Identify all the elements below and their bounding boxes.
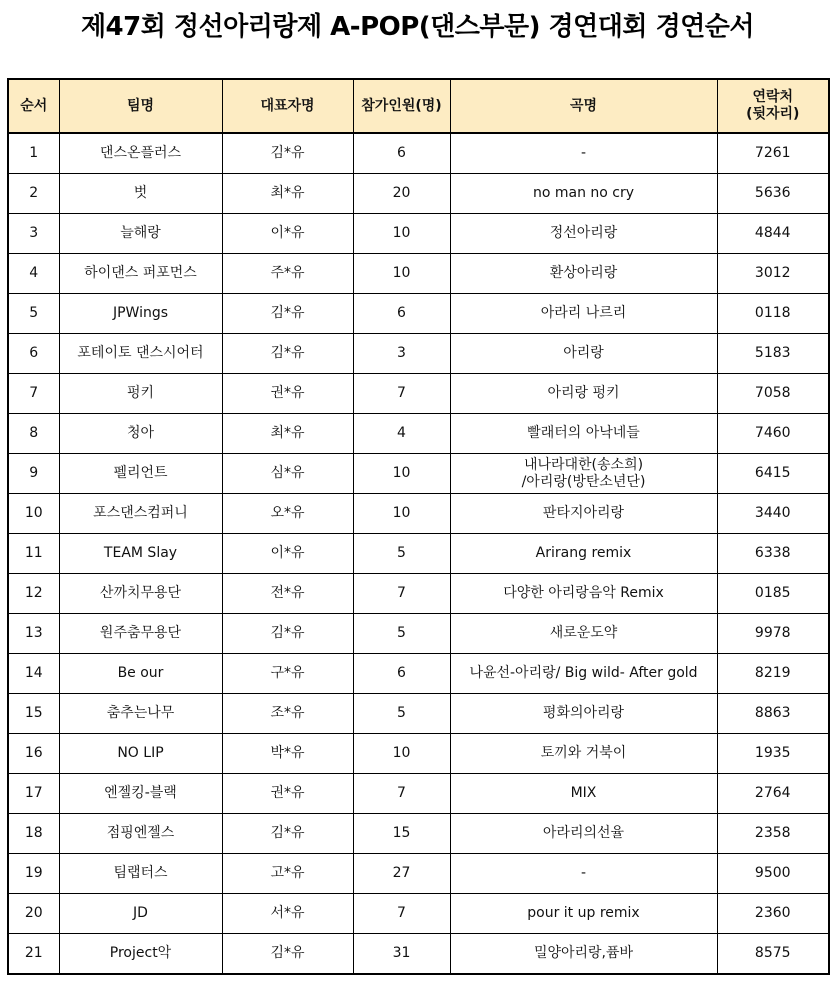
cell-team: 춤추는나무 [59,694,222,734]
header-row [8,79,829,133]
cell-contact: 1935 [717,734,829,774]
cell-representative: 조*유 [222,694,353,734]
header-contact: 연락처 (뒷자리) [717,79,829,133]
table-row [8,254,829,294]
cell-order: 17 [8,774,59,814]
cell-song: 다양한 아리랑음악 Remix [450,574,717,614]
table-row [8,374,829,414]
cell-contact: 7460 [717,414,829,454]
cell-representative: 주*유 [222,254,353,294]
cell-contact: 0185 [717,574,829,614]
table-row [8,894,829,934]
cell-representative: 서*유 [222,894,353,934]
cell-representative: 고*유 [222,854,353,894]
cell-team: 펠리언트 [59,454,222,494]
cell-representative: 김*유 [222,133,353,174]
header-song: 곡명 [450,79,717,133]
table-row [8,414,829,454]
table-body [8,133,829,974]
cell-order: 16 [8,734,59,774]
cell-song: 아라리 나르리 [450,294,717,334]
table-row [8,133,829,174]
cell-order: 11 [8,534,59,574]
cell-team: 포스댄스컴퍼니 [59,494,222,534]
table-row [8,494,829,534]
table-row [8,294,829,334]
cell-song: 판타지아리랑 [450,494,717,534]
table-row [8,694,829,734]
table-row [8,774,829,814]
cell-order: 8 [8,414,59,454]
cell-order: 3 [8,214,59,254]
cell-order: 19 [8,854,59,894]
cell-participants: 5 [353,534,450,574]
cell-participants: 10 [353,454,450,494]
cell-song: 아리랑 펑키 [450,374,717,414]
page-title: 제47회 정선아리랑제 A-POP(댄스부문) 경연대회 경연순서 [80,12,755,42]
cell-song: 내나라대한(송소희) /아리랑(방탄소년단) [450,454,717,494]
cell-representative: 김*유 [222,294,353,334]
cell-representative: 김*유 [222,334,353,374]
table-row [8,574,829,614]
cell-order: 7 [8,374,59,414]
cell-representative: 박*유 [222,734,353,774]
header-order: 순서 [8,79,59,133]
table-row [8,734,829,774]
cell-song: - [450,133,717,174]
cell-team: 댄스온플러스 [59,133,222,174]
cell-order: 5 [8,294,59,334]
cell-representative: 김*유 [222,934,353,975]
cell-participants: 6 [353,654,450,694]
cell-song: MIX [450,774,717,814]
cell-song: 토끼와 거북이 [450,734,717,774]
cell-order: 20 [8,894,59,934]
cell-representative: 김*유 [222,814,353,854]
cell-participants: 10 [353,494,450,534]
cell-participants: 27 [353,854,450,894]
cell-representative: 오*유 [222,494,353,534]
cell-participants: 7 [353,574,450,614]
cell-song: 밀양아리랑,퓸바 [450,934,717,975]
cell-order: 6 [8,334,59,374]
table-row [8,454,829,494]
header-representative: 대표자명 [222,79,353,133]
cell-contact: 9978 [717,614,829,654]
table-row [8,654,829,694]
cell-representative: 권*유 [222,774,353,814]
cell-song: 새로운도약 [450,614,717,654]
cell-song: - [450,854,717,894]
cell-team: Be our [59,654,222,694]
cell-contact: 2764 [717,774,829,814]
cell-contact: 8575 [717,934,829,975]
cell-song: 빨래터의 아낙네들 [450,414,717,454]
cell-participants: 5 [353,614,450,654]
cell-team: TEAM Slay [59,534,222,574]
cell-team: 청아 [59,414,222,454]
cell-contact: 7058 [717,374,829,414]
cell-contact: 8863 [717,694,829,734]
cell-song: 아리랑 [450,334,717,374]
performance-order-table [7,78,830,975]
cell-participants: 7 [353,894,450,934]
cell-contact: 4844 [717,214,829,254]
cell-contact: 3440 [717,494,829,534]
cell-song: no man no cry [450,174,717,214]
cell-representative: 최*유 [222,174,353,214]
cell-team: 점핑엔젤스 [59,814,222,854]
table-header [8,79,829,133]
cell-order: 4 [8,254,59,294]
cell-team: 산까치무용단 [59,574,222,614]
cell-contact: 3012 [717,254,829,294]
cell-contact: 8219 [717,654,829,694]
cell-contact: 5183 [717,334,829,374]
cell-participants: 20 [353,174,450,214]
cell-representative: 전*유 [222,574,353,614]
cell-participants: 15 [353,814,450,854]
cell-participants: 7 [353,774,450,814]
cell-team: JPWings [59,294,222,334]
cell-representative: 권*유 [222,374,353,414]
cell-participants: 10 [353,214,450,254]
cell-representative: 심*유 [222,454,353,494]
cell-song: 아라리의선율 [450,814,717,854]
cell-participants: 10 [353,734,450,774]
cell-order: 1 [8,133,59,174]
table-row [8,814,829,854]
cell-team: 엔젤킹-블랙 [59,774,222,814]
cell-representative: 구*유 [222,654,353,694]
cell-representative: 최*유 [222,414,353,454]
cell-song: pour it up remix [450,894,717,934]
table-row [8,614,829,654]
header-team: 팀명 [59,79,222,133]
cell-order: 10 [8,494,59,534]
table-row [8,214,829,254]
cell-team: 원주춤무용단 [59,614,222,654]
cell-representative: 김*유 [222,614,353,654]
cell-song: 나윤선-아리랑/ Big wild- After gold [450,654,717,694]
cell-order: 21 [8,934,59,975]
cell-participants: 6 [353,133,450,174]
cell-song: Arirang remix [450,534,717,574]
cell-participants: 5 [353,694,450,734]
cell-participants: 10 [353,254,450,294]
cell-participants: 3 [353,334,450,374]
cell-participants: 4 [353,414,450,454]
cell-song: 환상아리랑 [450,254,717,294]
header-participants: 참가인원(명) [353,79,450,133]
table-row [8,534,829,574]
cell-contact: 2358 [717,814,829,854]
table-row [8,934,829,975]
table-row [8,854,829,894]
cell-order: 12 [8,574,59,614]
cell-representative: 이*유 [222,214,353,254]
table-row [8,174,829,214]
cell-order: 14 [8,654,59,694]
cell-contact: 5636 [717,174,829,214]
cell-contact: 0118 [717,294,829,334]
cell-order: 18 [8,814,59,854]
cell-team: 포테이토 댄스시어터 [59,334,222,374]
cell-contact: 7261 [717,133,829,174]
cell-team: Project악 [59,934,222,975]
cell-contact: 6338 [717,534,829,574]
cell-order: 13 [8,614,59,654]
cell-order: 9 [8,454,59,494]
cell-order: 2 [8,174,59,214]
cell-team: JD [59,894,222,934]
cell-team: 벗 [59,174,222,214]
cell-team: NO LIP [59,734,222,774]
cell-participants: 6 [353,294,450,334]
cell-participants: 7 [353,374,450,414]
table-row [8,334,829,374]
cell-song: 평화의아리랑 [450,694,717,734]
cell-representative: 이*유 [222,534,353,574]
cell-contact: 6415 [717,454,829,494]
cell-song: 정선아리랑 [450,214,717,254]
cell-team: 펑키 [59,374,222,414]
cell-participants: 31 [353,934,450,975]
cell-team: 팀랩터스 [59,854,222,894]
cell-team: 하이댄스 퍼포먼스 [59,254,222,294]
cell-order: 15 [8,694,59,734]
cell-team: 늘해랑 [59,214,222,254]
cell-contact: 2360 [717,894,829,934]
cell-contact: 9500 [717,854,829,894]
